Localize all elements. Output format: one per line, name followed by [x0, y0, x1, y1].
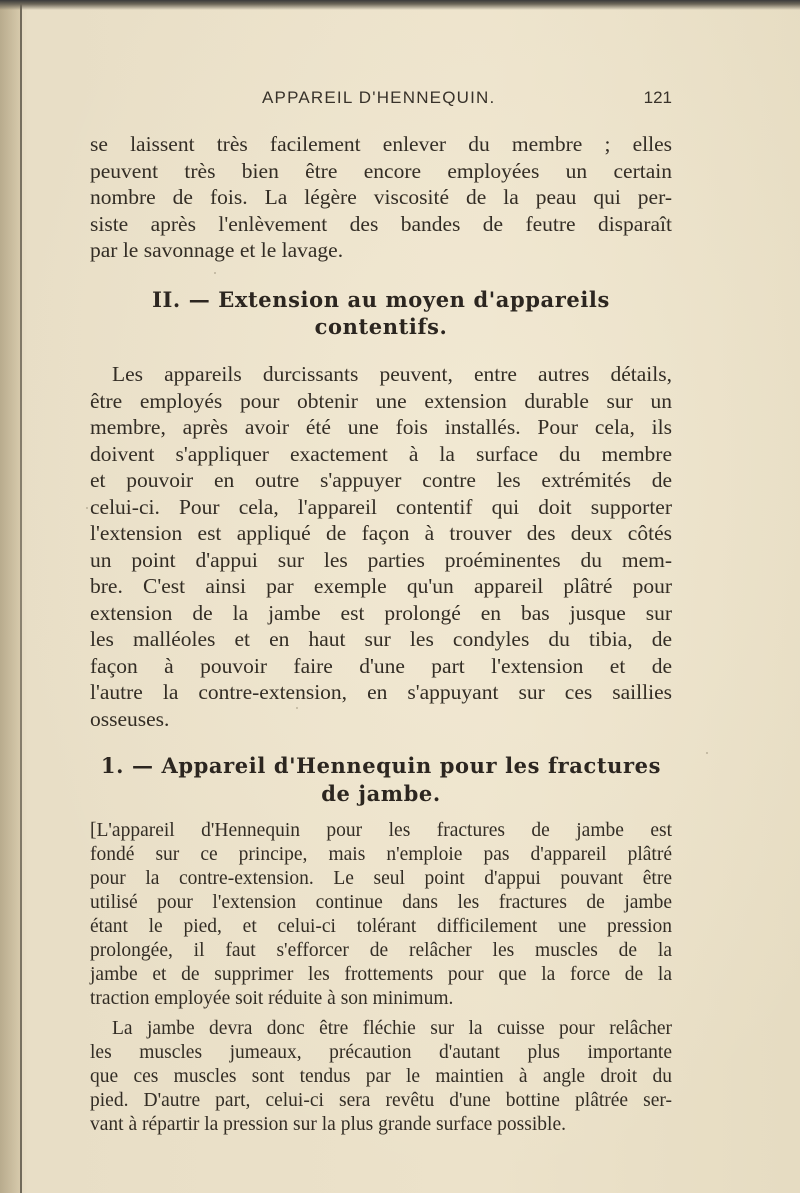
heading-line: 1. — Appareil d'Hennequin pour les fractures — [100, 753, 662, 778]
text-line: façon à pouvoir faire d'une part l'extension et de — [90, 653, 672, 678]
text-line: celui-ci. Pour cela, l'appareil contentif qui doit supporter — [90, 494, 672, 519]
paragraph-appareils-durcissants — [90, 361, 672, 732]
text-line: fondé sur ce principe, mais n'emploie pas d'appareil plâtré — [90, 844, 672, 865]
text-line: vant à répartir la pression sur la plus grande surface possible. — [90, 1114, 566, 1135]
paragraph-jambe-flechie — [90, 1017, 672, 1137]
text-line: osseuses. — [90, 706, 170, 731]
text-line: et pouvoir en outre s'appuyer contre les extrémités de — [90, 468, 672, 492]
heading-line: contentifs. — [314, 314, 448, 339]
text-line: membre, après avoir été une fois installés. Pour cela, ils — [90, 415, 672, 439]
page-number: 121 — [643, 88, 672, 107]
section-heading-extension — [90, 286, 672, 340]
text-line: que ces muscles sont tendus par le maintien à angle droit du — [90, 1066, 672, 1087]
text-line: se laissent très facilement enlever du membre ; elles — [90, 132, 672, 156]
text-line: bre. C'est ainsi par exemple qu'un appareil plâtré pour — [90, 574, 672, 598]
text-line: doivent s'appliquer exactement à la surface du membre — [90, 441, 672, 466]
text-line: traction employée soit réduite à son minimum. — [90, 988, 454, 1009]
running-head: APPAREIL D'HENNEQUIN. — [262, 88, 496, 107]
text-line: pied. D'autre part, celui-ci sera revêtu d'une bottine plâtrée ser- — [90, 1090, 672, 1111]
paragraph-continuation — [90, 131, 672, 264]
text-line: nombre de fois. La légère viscosité de la peau qui per- — [90, 185, 672, 209]
paragraph-hennequin-principle — [90, 819, 672, 1011]
section-heading-hennequin — [90, 752, 672, 808]
binding-edge — [20, 0, 22, 1193]
text-line: jambe et de supprimer les frottements pour que la force de la — [90, 964, 672, 985]
heading-line: de jambe. — [321, 781, 441, 806]
text-line: les malléoles et en haut sur les condyles du tibia, de — [90, 627, 672, 651]
text-line: l'extension est appliqué de façon à trouver des deux côtés — [90, 521, 672, 545]
text-line: La jambe devra donc être fléchie sur la cuisse pour relâcher — [112, 1018, 672, 1039]
text-line: par le savonnage et le lavage. — [90, 238, 344, 262]
text-line: pour la contre-extension. Le seul point d'appui pouvant être — [90, 868, 672, 889]
text-line: utilisé pour l'extension continue dans les fractures de jambe — [90, 892, 672, 913]
text-line: [L'appareil d'Hennequin pour les fractures de jambe est — [90, 820, 672, 841]
page-header — [90, 88, 672, 112]
heading-line: II. — Extension au moyen d'appareils — [152, 287, 610, 312]
text-line: l'autre la contre-extension, en s'appuyant sur ces saillies — [90, 680, 672, 704]
text-line: extension de la jambe est prolongé en bas jusque sur — [90, 600, 672, 625]
page-gutter — [0, 0, 20, 1193]
text-line: étant le pied, et celui-ci tolérant difficilement une pression — [90, 916, 672, 937]
paper-speck — [706, 752, 708, 754]
paper-speck — [214, 272, 216, 274]
text-line: Les appareils durcissants peuvent, entre autres détails, — [112, 362, 672, 386]
text-line: siste après l'enlèvement des bandes de feutre disparaît — [90, 211, 672, 236]
text-line: un point d'appui sur les parties proéminentes du mem- — [90, 547, 672, 572]
page-top-edge — [0, 0, 800, 10]
text-line: peuvent très bien être encore employées un certain — [90, 158, 672, 183]
paper-speck — [86, 507, 88, 509]
paper-speck — [296, 707, 298, 709]
text-line: les muscles jumeaux, précaution d'autant plus importante — [90, 1042, 672, 1063]
text-line: être employés pour obtenir une extension durable sur un — [90, 388, 672, 413]
text-line: prolongée, il faut s'efforcer de relâcher les muscles de la — [90, 940, 672, 961]
